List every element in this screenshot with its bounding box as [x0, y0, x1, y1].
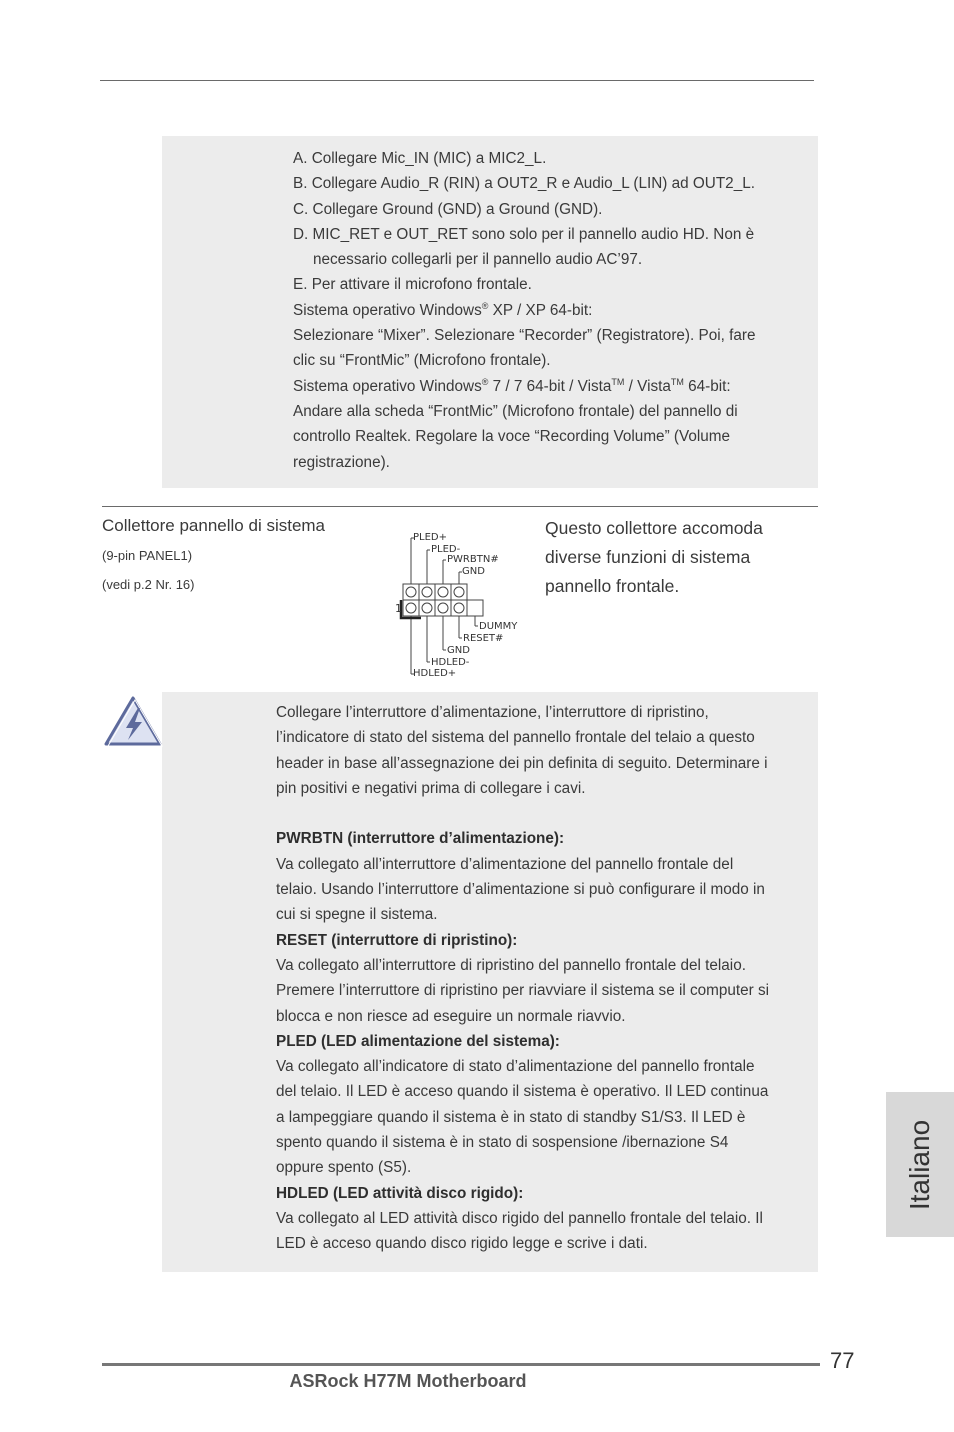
audio-step-d-cont: necessario collegarli per il pannello audio AC’97.: [313, 251, 643, 269]
audio-step-b: B. Collegare Audio_R (RIN) a OUT2_R e Audio_L (LIN) ad OUT2_L.: [293, 175, 755, 193]
pwrbtn-heading: PWRBTN (interruttore d’alimentazione):: [276, 830, 565, 848]
paragraph-gap: [276, 801, 821, 826]
reset-line: blocca e non riesce ad eseguire un normale riavvio.: [276, 1007, 626, 1025]
page-number: 77: [830, 1348, 855, 1373]
pled-line: oppure spento (S5).: [276, 1159, 412, 1177]
pled-line: spento quando il sistema è in stato di sospensione /ibernazione S4: [276, 1134, 729, 1152]
pwrbtn-line: cui si spegne il sistema.: [276, 906, 438, 924]
pled-line: a lampeggiare quando il sistema è in stato di standby S1/S3. Il LED è: [276, 1108, 746, 1126]
xp-instruction-1: Selezionare “Mixer”. Selezionare “Recorder” (Registratore). Poi, fare: [293, 327, 756, 345]
reset-line: Va collegato all’interruttore di ripristino del pannello frontale del telaio.: [276, 956, 746, 974]
pwrbtn-line: telaio. Usando l’interruttore d’alimentazione si può configurare il modo in: [276, 881, 765, 899]
pin-label-pled-minus: PLED-: [431, 544, 461, 555]
audio-step-e: E. Per attivare il microfono frontale.: [293, 276, 532, 294]
pin-label-reset: RESET#: [463, 633, 504, 644]
panel-header-diagram: [390, 524, 530, 680]
reset-line: Premere l’interruttore di ripristino per riavviare il sistema se il computer si: [276, 982, 770, 1000]
pled-heading: PLED (LED alimentazione del sistema):: [276, 1032, 560, 1050]
pled-line: del telaio. Il LED è acceso quando il sistema è operativo. Il LED continua: [276, 1083, 769, 1101]
win7-instruction-2: controllo Realtek. Regolare la voce “Recording Volume” (Volume: [293, 428, 731, 446]
pin-label-gnd-top: GND: [462, 566, 485, 577]
pin-label-dummy: DUMMY: [479, 621, 518, 632]
intro-line: l’indicatore di stato del sistema del pannello frontale del telaio a questo: [276, 729, 755, 747]
intro-line: Collegare l’interruttore d’alimentazione, l’interruttore di ripristino,: [276, 704, 709, 721]
hdled-line: Va collegato al LED attività disco rigido del pannello frontale del telaio. Il: [276, 1209, 763, 1227]
notes-content: [276, 700, 821, 1257]
audio-step-c: C. Collegare Ground (GND) a Ground (GND).: [293, 200, 603, 218]
pin-label-gnd-bottom: GND: [447, 645, 470, 656]
pin-label-hdled-plus: HDLED+: [413, 668, 457, 679]
reset-heading: RESET (interruttore di ripristino):: [276, 931, 518, 949]
win7-os-line: Sistema operativo Windows® 7 / 7 64-bit / Vista™ / Vista™ 64-bit:: [293, 376, 731, 395]
pwrbtn-line: Va collegato all’interruttore d’alimentazione del pannello frontale del: [276, 855, 734, 873]
footer-rule: [102, 1363, 820, 1366]
xp-instruction-2: clic su “FrontMic” (Microfono frontale).: [293, 352, 551, 370]
audio-step-d: D. MIC_RET e OUT_RET sono solo per il pannello audio HD. Non è: [293, 225, 755, 243]
pin-label-pwrbtn: PWRBTN#: [447, 554, 499, 565]
language-tab-label: Italiano: [904, 1119, 936, 1210]
section-description: Questo collettore accomoda diverse funzioni di sistema pannello frontale.: [545, 518, 763, 596]
hdled-line: LED è acceso quando disco rigido legge e scrive i dati.: [276, 1235, 648, 1253]
section-title: Collettore pannello di sistema: [102, 516, 326, 535]
top-rule: [100, 80, 814, 81]
section-rule: [102, 506, 818, 507]
intro-line: pin positivi e negativi prima di collegare i cavi.: [276, 779, 586, 797]
hdled-heading: HDLED (LED attività disco rigido):: [276, 1184, 524, 1202]
section-pin-label: (9-pin PANEL1): [102, 548, 193, 563]
win7-instruction-1: Andare alla scheda “FrontMic” (Microfono frontale) del pannello di: [293, 402, 738, 420]
audio-step-a: A. Collegare Mic_IN (MIC) a MIC2_L.: [293, 150, 547, 167]
win7-instruction-3: registrazione).: [293, 453, 390, 471]
pin-label-hdled-minus: HDLED-: [431, 657, 470, 668]
intro-line: header in base all’assegnazione dei pin definita di seguito. Determinare i: [276, 754, 768, 772]
pin-one-marker: 1: [395, 602, 402, 615]
audio-instructions: [293, 146, 811, 475]
warning-icon: [102, 692, 164, 750]
footer-title: ASRock H77M Motherboard: [289, 1371, 527, 1391]
xp-os-line: Sistema operativo Windows® XP / XP 64-bit:: [293, 300, 593, 319]
pled-line: Va collegato all’indicatore di stato d’alimentazione del pannello frontale: [276, 1058, 755, 1076]
pin-label-pled-plus: PLED+: [413, 532, 447, 543]
section-page-ref: (vedi p.2 Nr. 16): [102, 577, 195, 592]
